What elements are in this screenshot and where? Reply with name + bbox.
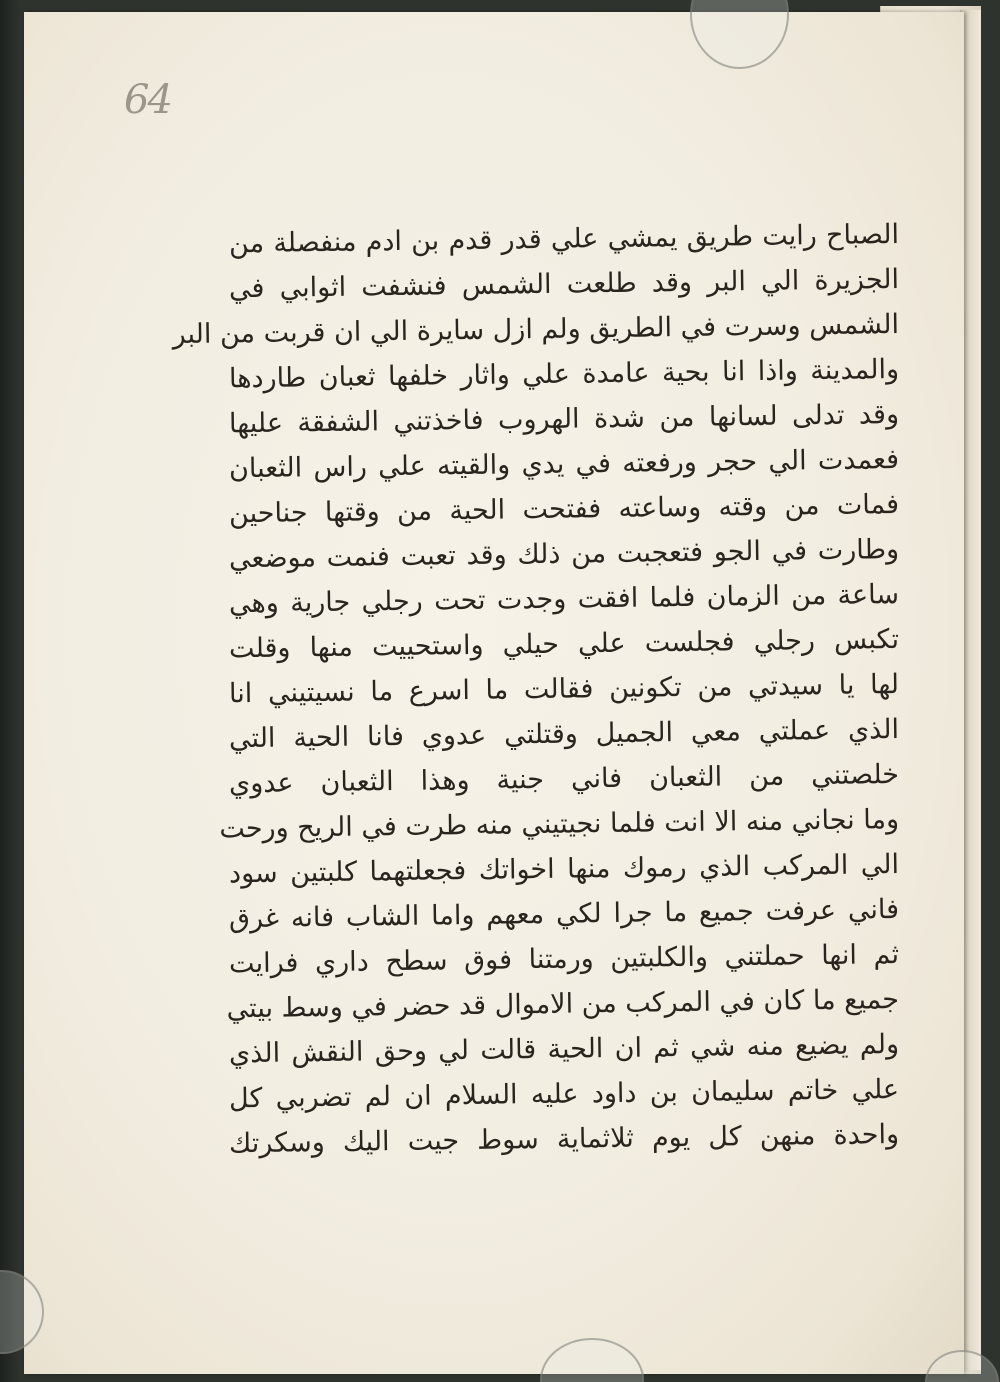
text-line: فاني عرفت جميع ما جرا لكي معهم واما الشاب فانه غرق	[228, 894, 900, 935]
text-line: وطارت في الجو فتعجبت من ذلك وقد تعبت فنمت موضعي	[228, 534, 900, 575]
text-line: الشمس وسرت في الطريق ولم ازل سايرة الي ان قربت من البر	[172, 309, 900, 351]
text-line: فعمدت الي حجر ورفعته في يدي والقيته علي راس الثعبان	[228, 444, 900, 485]
text-line: ساعة من الزمان فلما افقت وجدت تحت رجلي جارية وهي	[228, 579, 900, 620]
text-line: فمات من وقته وساعته ففتحت الحية من وقتها جناحين	[228, 489, 900, 530]
text-line: الذي عملتي معي الجميل وقتلتي عدوي فانا الحية التي	[228, 714, 900, 755]
text-line: الي المركب الذي رموك منها اخواتك فجعلتهما كلبتين سود	[228, 849, 900, 890]
manuscript-text-block	[172, 212, 900, 1160]
text-line: الجزيرة الي البر وقد طلعت الشمس فنشفت اثوابي في	[228, 264, 900, 305]
text-line: خلصتني من الثعبان فاني جنية وهذا الثعبان عدوي	[228, 759, 900, 800]
text-line: الصباح رايت طريق يمشي علي قدر قدم بن ادم منفصلة من	[228, 219, 900, 260]
manuscript-page	[24, 12, 964, 1374]
text-line: وقد تدلى لسانها من شدة الهروب فاخذتني الشفقة عليها	[228, 399, 900, 440]
text-line: تكبس رجلي فجلست علي حيلي واستحييت منها وقلت	[228, 624, 900, 665]
text-line: لها يا سيدتي من تكونين فقالت ما اسرع ما نسيتيني انا	[228, 669, 900, 710]
text-line: ولم يضيع منه شي ثم ان الحية قالت لي وحق النقش الذي	[228, 1029, 900, 1070]
text-line: جميع ما كان في المركب من الاموال قد حضر في وسط بيتي	[226, 984, 900, 1025]
text-line: ثم انها حملتني والكلبتين ورمتنا فوق سطح داري فرايت	[228, 939, 900, 980]
text-line: وما نجاني منه الا انت فلما نجيتيني منه طرت في الريح ورحت	[219, 804, 900, 845]
folio-number: 64	[124, 77, 171, 123]
text-line: والمدينة واذا انا بحية عامدة علي واثار خلفها ثعبان طاردها	[228, 354, 900, 395]
text-line: واحدة منهن كل يوم ثلاثماية سوط جيت اليك وسكرتك	[228, 1119, 900, 1160]
text-line: علي خاتم سليمان بن داود عليه السلام ان لم تضربي كل	[228, 1074, 900, 1115]
